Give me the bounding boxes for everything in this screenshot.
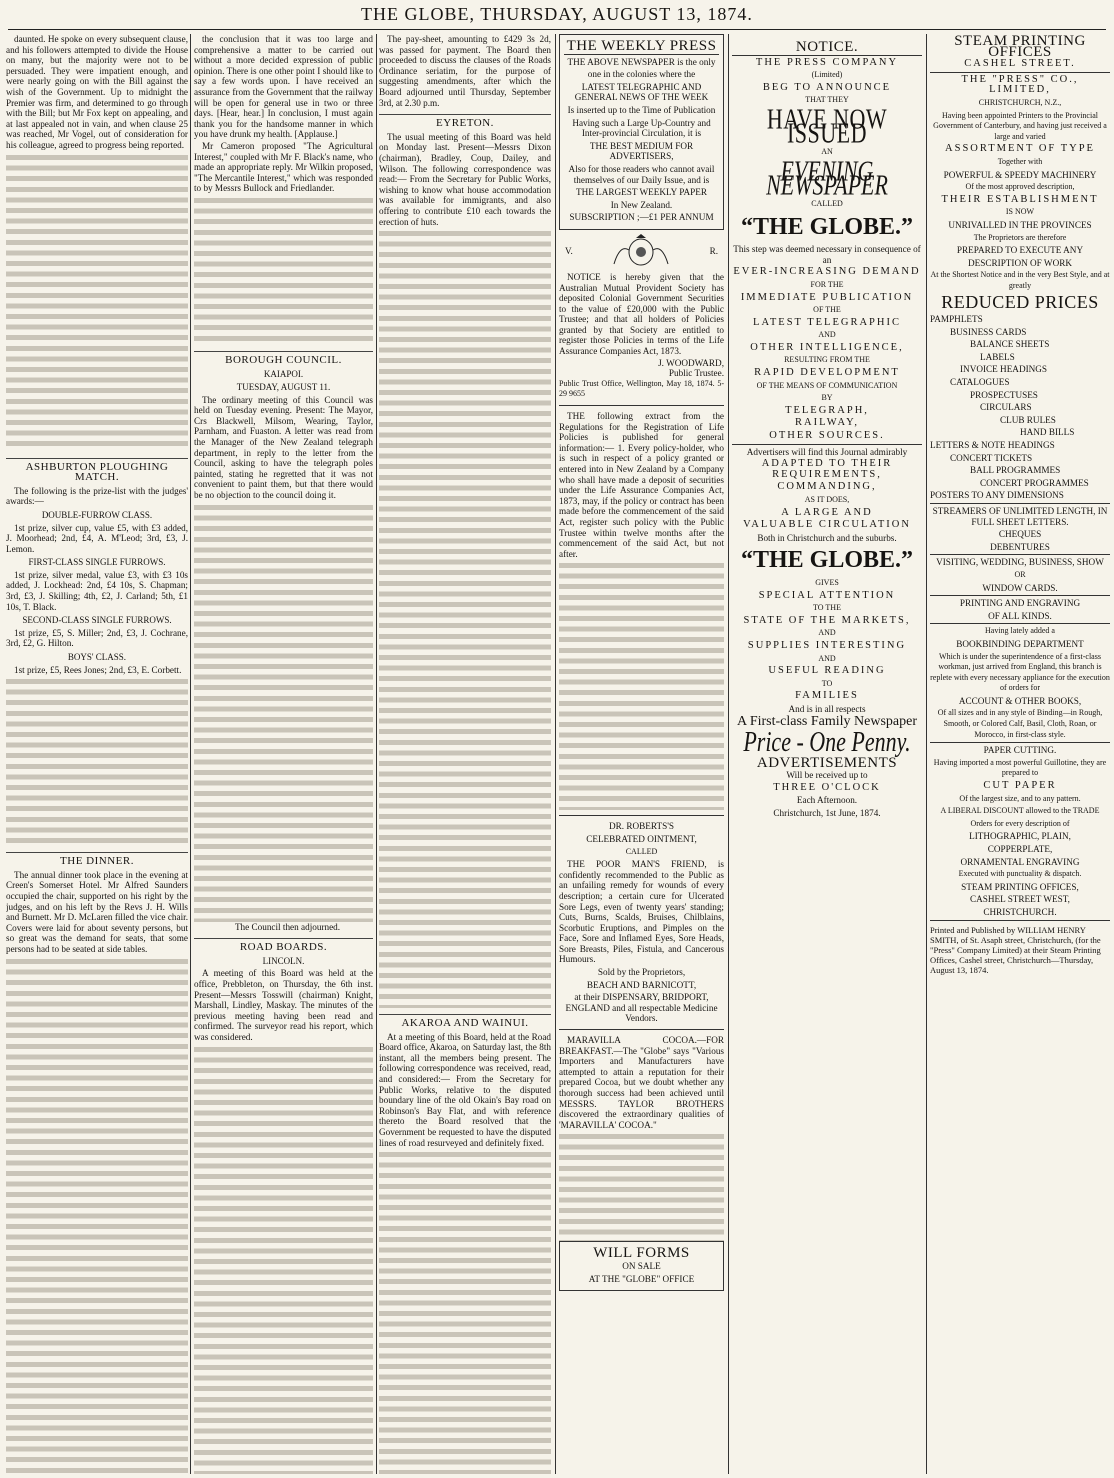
- ad-line: And is in all respects: [788, 703, 866, 714]
- ad-line: FAMILIES: [795, 690, 859, 702]
- ad-line: SUBSCRIPTION ;—£1 PER ANNUM: [569, 212, 714, 223]
- ad-line: THE "PRESS" CO., LIMITED,: [961, 73, 1079, 96]
- article-text: daunted. He spoke on every subsequent clause, and his followers attempted to divide the House on many, but the majority were not to be persuaded. They were impatient enough, and were nearly going on with the Bill against the wish of the Government. Up to midnight the Premier was firm, and determined to go through with the Bill; but Mr Fox kept on appealing, and at last appealed not in vain, and when clause 25 was reached, Mr Vogel, out of consideration for his colleague, agreed to progress being reported.: [6, 34, 188, 150]
- ad-line: OF ALL KINDS.: [988, 610, 1052, 621]
- masthead: THE GLOBE, THURSDAY, AUGUST 13, 1874.: [361, 4, 753, 24]
- ad-line: THAT THEY: [805, 95, 849, 105]
- ad-line: AND: [818, 330, 836, 340]
- ad-line: DEBENTURES: [990, 541, 1050, 552]
- subheading: DOUBLE-FURROW CLASS.: [41, 509, 153, 520]
- regulations-text: THE following extract from the Regulations for the Registration of Life Policies is published for general information:— 1. Every policy-holder, who is such in respect of a policy granted or entered into in New Zealand by a Company who shall have made a deposit of securities under the Life Assurance Companies Act, 1873, may, if the policy or contract has been made before the commencement of the said Act, register such policy with the Public Trustee within twelve months after the commencement of the said Act, but not after.: [559, 411, 724, 559]
- service-item: POSTERS TO ANY DIMENSIONS: [930, 490, 1064, 501]
- column-rule: [376, 34, 377, 1474]
- ad-line: IMMEDIATE PUBLICATION: [740, 291, 914, 303]
- article-text: the conclusion that it was too large and comprehensive a matter to be carried out without a more decided expression of public opinion. There is one other point I should like to say a few words upon. I have received an assurance from the Government that the railway will be open for general use in two or three days. [Hear, hear.] In conclusion, I must again thank you for the handsome manner in which you have drunk my health. [Applause.]: [194, 34, 373, 140]
- ad-line: WINDOW CARDS.: [982, 582, 1058, 593]
- ad-headline: “THE GLOBE.”: [740, 547, 914, 574]
- column-rule: [190, 34, 191, 1474]
- service-item: BALL PROGRAMMES: [970, 465, 1061, 476]
- ad-line: (Limited): [811, 70, 843, 80]
- ad-line: IS NOW: [1005, 207, 1035, 217]
- article-text: The Council then adjourned.: [234, 921, 341, 932]
- article-text: At a meeting of this Board, held at the Road Board office, Akaroa, on Saturday last, the 8th instant, all the members being present. The following correspondence was received, read, and considered:— From the Secretary for Public Works, relative to the disputed boundary line of the old Okain's Bay road on Robinson's Bay Flat, and with reference thereto the Board resolved that the Government be requested to have the disputed lines of road resurveyed and definitely fixed.: [379, 1031, 551, 1148]
- ad-line: Sold by the Proprietors,: [597, 967, 686, 978]
- section-heading: BOROUGH COUNCIL.: [194, 351, 373, 366]
- filler-text: [559, 560, 724, 810]
- article-text: 1st prize, £5, Rees Jones; 2nd, £3, E. Corbett.: [14, 664, 182, 675]
- ad-line: Which is under the superintendence of a first-class workman, just arrived from England, this branch is replete with every necessary appliance for the execution of orders for: [930, 651, 1110, 693]
- masthead-rule: [8, 29, 1106, 30]
- article-text: The pay-sheet, amounting to £429 3s 2d, was passed for payment. The Board then proceeded to discuss the clauses of the Roads Ordinance seriatim, for the purpose of suggesting amendments, after which the Board adjourned until Thursday, September 3rd, at 2.30 p.m.: [379, 34, 551, 108]
- ad-line: Of the largest size, and to any pattern.: [959, 793, 1081, 803]
- service-item: CIRCULARS: [980, 402, 1032, 413]
- column-1: [6, 34, 188, 1474]
- ad-line: AND: [818, 628, 836, 638]
- service-item: PROSPECTUSES: [970, 389, 1038, 400]
- filler-text: [6, 956, 188, 1474]
- ad-line: Christchurch, 1st June, 1874.: [773, 808, 881, 819]
- ad-title: STEAM PRINTING OFFICES: [954, 34, 1086, 60]
- ad-headline: HAVE NOW ISSUED: [766, 102, 888, 149]
- ad-line: RAILWAY,: [795, 417, 859, 429]
- subheading: FIRST-CLASS SINGLE FURROWS.: [28, 557, 166, 568]
- article-text: A meeting of this Board was held at the office, Prebbleton, on Thursday, the 6th inst. Present—Messrs Tosswill (chairman) Knight, Marshall, Lindley, Maskay. The minutes of the previous meeting having been read and confirmed. The surveyor read his report, which was considered.: [194, 968, 373, 1042]
- article-text: The following is the prize-list with the judges' awards:—: [6, 485, 188, 507]
- ad-line: VISITING, WEDDING, BUSINESS, SHOW: [936, 557, 1104, 568]
- ad-line: EVER-INCREASING DEMAND: [733, 266, 921, 278]
- ad-line: CALLED: [625, 846, 658, 856]
- ad-line: AS IT DOES,: [804, 495, 850, 504]
- ad-title: NOTICE.: [795, 39, 859, 55]
- ad-line: OTHER SOURCES.: [769, 430, 885, 442]
- article-text: The ordinary meeting of this Council was held on Tuesday evening. Present: The Mayor, Crs Blackwell, Milsom, Wearing, Taylor, Parnham, and Fuaston. A letter was read from the Manager of the New Zealand telegraph department, in reply to the letter from the Council, asking to have the telegraph poles painted, stating he regretted that it was not convenient to paint them, but that there would be no objection to the council doing it.: [194, 394, 373, 501]
- ad-line: TELEGRAPH,: [785, 404, 869, 416]
- service-item: BALANCE SHEETS: [970, 339, 1050, 350]
- crest-left-text: V.: [565, 245, 573, 256]
- filler-text: [194, 1044, 373, 1474]
- ad-line: TO: [821, 678, 833, 688]
- column-rule: [728, 34, 729, 1474]
- ad-line: BEACH AND BARNICOTT,: [586, 979, 697, 990]
- ad-line: Of the most approved description,: [965, 182, 1075, 192]
- will-forms-ad: [559, 1241, 724, 1291]
- ad-title: WILL FORMS: [593, 1245, 690, 1262]
- subheading: KAIAPOI.: [263, 368, 304, 379]
- ad-headline: EVENING NEWSPAPER: [766, 154, 888, 201]
- ad-line: AT THE "GLOBE" OFFICE: [588, 1273, 695, 1284]
- filler-text: [6, 676, 188, 846]
- ad-line: Each Afternoon.: [796, 795, 858, 806]
- ad-line: one in the colonies where the: [587, 69, 696, 80]
- ad-line: PAPER CUTTING.: [983, 745, 1057, 756]
- ad-text: THE POOR MAN'S FRIEND, is confidently recommended to the Public as an unfailing remedy for wounds of every description; a certain cure for Ulcerated Sore Legs, even of twenty years' standing; Cuts, Burns, Scalds, Bruises, Chilblains, Scorbutic Eruptions, and Pimples on the Face, Sore and Inflamed Eyes, Sore Heads, Sore Breasts, Piles, Fistula, and Cancerous Humours.: [559, 859, 724, 965]
- ad-line: AN: [821, 147, 833, 157]
- article-text: 1st prize, £5, S. Miller; 2nd, £3, J. Cochrane, 3rd, £2, G. Hilton.: [6, 627, 188, 649]
- ad-line: STREAMERS OF UNLIMITED LENGTH, IN FULL SHEET LETTERS.: [932, 505, 1108, 527]
- ad-line: BOOKBINDING DEPARTMENT: [956, 638, 1084, 649]
- ad-line: Executed with punctuality & dispatch.: [958, 869, 1082, 879]
- ad-line: USEFUL READING: [768, 665, 886, 677]
- ad-line: OR: [1014, 569, 1026, 579]
- filler-text: [194, 502, 373, 922]
- royal-crest-row: [565, 234, 718, 268]
- weekly-press-ad: [559, 34, 724, 230]
- ad-line: POWERFUL & SPEEDY MACHINERY: [943, 169, 1097, 180]
- service-item: INVOICE HEADINGS: [960, 364, 1048, 375]
- section-heading: ROAD BOARDS.: [194, 938, 373, 953]
- ad-line: CUT PAPER: [983, 780, 1057, 792]
- filler-text: [559, 1131, 724, 1241]
- article-text: Mr Cameron proposed "The Agricultural Interest," coupled with Mr F. Black's name, who made an appropriate reply. Mr Wilkin proposed, "The Mercantile Interest," which was responded to by Messrs Bullock and Friedlander.: [194, 140, 373, 194]
- ad-line: A LIBERAL DISCOUNT allowed to the TRADE: [940, 806, 1100, 816]
- signer: J. WOODWARD,: [658, 357, 724, 368]
- ad-line: CHEQUES: [998, 529, 1042, 540]
- ad-line: At the Shortest Notice and in the very Best Style, and at greatly: [930, 270, 1110, 290]
- ad-line: STEAM PRINTING OFFICES,: [961, 881, 1079, 892]
- ad-line: OTHER INTELLIGENCE,: [750, 341, 904, 353]
- column-5-globe-ad: [732, 34, 922, 1474]
- ad-line: Advertisers will find this Journal admirably: [746, 446, 908, 457]
- subheading: TUESDAY, AUGUST 11.: [236, 382, 331, 393]
- ad-headline: A First-class Family Newspaper: [736, 713, 918, 729]
- ad-line: THEIR ESTABLISHMENT: [941, 193, 1099, 205]
- ad-line: at their DISPENSARY, BRIDPORT, ENGLAND and all respectable Medicine Vendors.: [565, 992, 718, 1024]
- section-heading: ASHBURTON PLOUGHING MATCH.: [6, 458, 188, 483]
- service-item: LETTERS & NOTE HEADINGS: [930, 440, 1055, 450]
- section-heading: THE DINNER.: [6, 852, 188, 867]
- ad-line: CHRISTCHURCH, N.Z.,: [978, 97, 1062, 107]
- ad-line: ACCOUNT & OTHER BOOKS,: [958, 695, 1082, 706]
- column-4: [559, 34, 724, 1474]
- ad-line: Will be received up to: [786, 770, 868, 781]
- ad-line: CHRISTCHURCH.: [983, 906, 1057, 917]
- ad-line: ON SALE: [622, 1260, 661, 1271]
- ad-line: VALUABLE CIRCULATION: [743, 519, 911, 531]
- ad-headline: REDUCED PRICES: [941, 292, 1099, 313]
- ad-headline: “THE GLOBE.”: [740, 213, 914, 240]
- printer-imprint: Printed and Published by WILLIAM HENRY SMITH, of St. Asaph street, Christchurch, (for the "Press" Company Limited) at their Steam Printing Offices, Cashel street, Christchurch—Thursday, August 13, 1874.: [930, 920, 1110, 975]
- ad-line: This step was deemed necessary in consequence of an: [733, 244, 921, 265]
- service-item: LABELS: [980, 351, 1015, 362]
- section-heading: AKAROA AND WAINUI.: [379, 1014, 551, 1029]
- column-3: [379, 34, 551, 1474]
- ad-headline: Price - One Penny.: [743, 725, 911, 758]
- ad-line: TO THE: [813, 603, 841, 613]
- filler-text: [6, 152, 188, 452]
- ad-line: RAPID DEVELOPMENT: [754, 367, 900, 379]
- filler-text: [194, 195, 373, 345]
- service-item: CONCERT TICKETS: [950, 452, 1033, 463]
- subheading: LINCOLN.: [262, 955, 305, 966]
- ad-line: ORNAMENTAL ENGRAVING: [960, 856, 1080, 867]
- service-item: HAND BILLS: [1020, 427, 1075, 438]
- ad-line: Having such a Large Up-Country and Inter-provincial Circulation, it is: [572, 117, 711, 139]
- ad-subtitle: CELEBRATED OINTMENT,: [586, 833, 697, 844]
- office-line: Public Trust Office, Wellington, May 18, 1874. 5-29 9655: [559, 378, 724, 399]
- ad-line: Orders for every description of: [970, 818, 1070, 828]
- ad-headline: ADVERTISEMENTS: [756, 754, 898, 771]
- ad-line: Of all sizes and in any style of Binding—in Rough, Smooth, or Colored Calf, Basil, Cloth, Roan, or Morocco, in first-class style.: [937, 708, 1103, 739]
- ad-line: BEG TO ANNOUNCE: [762, 81, 892, 93]
- ad-line: LITHOGRAPHIC, PLAIN,: [969, 831, 1071, 842]
- ad-line: LATEST TELEGRAPHIC AND GENERAL NEWS OF THE WEEK: [574, 81, 709, 103]
- ad-line: CALLED: [811, 198, 843, 208]
- royal-crest-icon: [606, 234, 676, 268]
- service-item: CONCERT PROGRAMMES: [980, 477, 1089, 488]
- ad-title: THE WEEKLY PRESS: [566, 38, 717, 54]
- ad-line: In New Zealand.: [610, 199, 673, 210]
- ad-line: AND: [818, 653, 836, 663]
- article-text: The annual dinner took place in the evening at Creen's Somerset Hotel. Mr Alfred Saunders occupied the chair, supported on his right by the judges, and on his left by the Revs J. H. Wills and Burnett. Mr D. McLaren filled the vice chair. Covers were laid for about seventy persons, but so great was the demand for seats, that some persons had to be seated at side tables.: [6, 869, 188, 954]
- article-text: The usual meeting of this Board was held on Monday last. Present—Messrs Dixon (chairman), Bradley, Coup, Dailey, and Wilson. The following correspondence was read:— From the Secretary for Public Works, wishing to know what house accommodation was available for immigrants, and also offering to contribute £10 each towards the erection of huts.: [379, 131, 551, 227]
- ad-line: SUPPLIES INTERESTING: [747, 639, 907, 651]
- ad-line: Having lately added a: [985, 626, 1055, 636]
- ad-line: THREE O'CLOCK: [773, 781, 881, 793]
- ad-line: PREPARED TO EXECUTE ANY: [956, 245, 1084, 256]
- article-text: 1st prize, silver medal, value £3, with £3 10s added, J. Lockhead: 2nd, £4 10s, S. Chapman; 3rd, £3, J. Skilling; 4th, £2, J. Carland; 5th, £1 10s, T. Black.: [6, 569, 188, 612]
- ad-line: THE ABOVE NEWSPAPER is the only: [567, 56, 716, 67]
- ad-text: MARAVILLA COCOA.—FOR BREAKFAST.—The "Globe" says "Various Importers and Manufacturers have attempted to attain a reputation for their prepared Cocoa, but we doubt whether any thorough success had been achieved until MESSRS. TAYLOR BROTHERS discovered the extraordinary qualities of 'MARAVILLA' COCOA.": [559, 1035, 724, 1130]
- ad-line: ASSORTMENT OF TYPE: [945, 143, 1095, 155]
- ad-title: DR. ROBERTS'S: [609, 821, 674, 832]
- service-item: PAMPHLETS: [930, 314, 983, 325]
- ad-line: SPECIAL ATTENTION: [758, 589, 896, 601]
- ad-line: RESULTING FROM THE: [784, 355, 870, 365]
- ad-line: COMMANDING,: [777, 481, 877, 493]
- ad-line: ADAPTED TO THEIR REQUIREMENTS,: [761, 458, 893, 480]
- ad-line: OF THE: [813, 305, 841, 315]
- ad-line: CASHEL STREET.: [964, 58, 1076, 70]
- ad-line: Both in Christchurch and the suburbs.: [757, 532, 897, 543]
- service-item: CLUB RULES: [1000, 414, 1056, 425]
- crest-right-text: R.: [709, 245, 718, 256]
- ad-line: BY: [821, 393, 833, 403]
- ad-line: STATE OF THE MARKETS,: [743, 614, 911, 626]
- column-rule: [555, 34, 556, 1474]
- subheading: BOYS' CLASS.: [67, 652, 127, 663]
- column-2: [194, 34, 373, 1474]
- notice-text: NOTICE is hereby given that the Australian Mutual Provident Society has deposited Colonial Government Securities to the value of £20,000 with the Public Trustee; and that all holders of Policies granted by that Society are entitled to register those Policies in terms of the Life Assurance Companies Act, 1873.: [559, 271, 724, 357]
- ad-line: FOR THE: [810, 279, 844, 289]
- ad-line: THE PRESS COMPANY: [755, 56, 899, 68]
- column-rule: [926, 34, 927, 1474]
- column-6-printing-ad: [930, 34, 1110, 1474]
- ad-line: Having been appointed Printers to the Provincial Government of Canterbury, and having just received a large and varied: [933, 110, 1107, 141]
- ad-line: Is inserted up to the Time of Publication: [567, 104, 716, 115]
- filler-text: [379, 228, 551, 1008]
- ad-line: GIVES: [815, 577, 839, 587]
- service-item: BUSINESS CARDS: [950, 326, 1027, 337]
- ad-line: A LARGE AND: [781, 506, 873, 518]
- ad-line: THE LARGEST WEEKLY PAPER: [575, 187, 708, 198]
- service-item: CATALOGUES: [950, 377, 1010, 388]
- ad-line: CASHEL STREET WEST,: [970, 894, 1070, 905]
- ad-line: THE BEST MEDIUM FOR ADVERTISERS,: [589, 140, 694, 162]
- ad-line: DESCRIPTION OF WORK: [968, 257, 1072, 268]
- signer-title: Public Trustee.: [668, 368, 724, 379]
- ad-line: Together with: [997, 156, 1043, 166]
- ad-line: PRINTING AND ENGRAVING: [959, 598, 1081, 609]
- ad-line: COPPERPLATE,: [987, 844, 1053, 854]
- ad-line: Having imported a most powerful Guillotine, they are prepared to: [933, 757, 1107, 778]
- filler-text: [379, 1149, 551, 1474]
- article-text: 1st prize, silver cup, value £5, with £3 added, J. Moorhead; 2nd, £4, A. M'Leod; 3rd, £3, J. Lemon.: [6, 522, 188, 554]
- ad-line: The Proprietors are therefore: [973, 232, 1067, 242]
- ad-line: Also for those readers who cannot avail themselves of our Daily Issue, and is: [568, 163, 715, 185]
- ad-line: UNRIVALLED IN THE PROVINCES: [948, 219, 1092, 230]
- ad-line: LATEST TELEGRAPHIC: [753, 316, 901, 328]
- section-heading: EYRETON.: [379, 114, 551, 129]
- ad-line: OF THE MEANS OF COMMUNICATION: [756, 380, 898, 390]
- subheading: SECOND-CLASS SINGLE FURROWS.: [22, 615, 172, 626]
